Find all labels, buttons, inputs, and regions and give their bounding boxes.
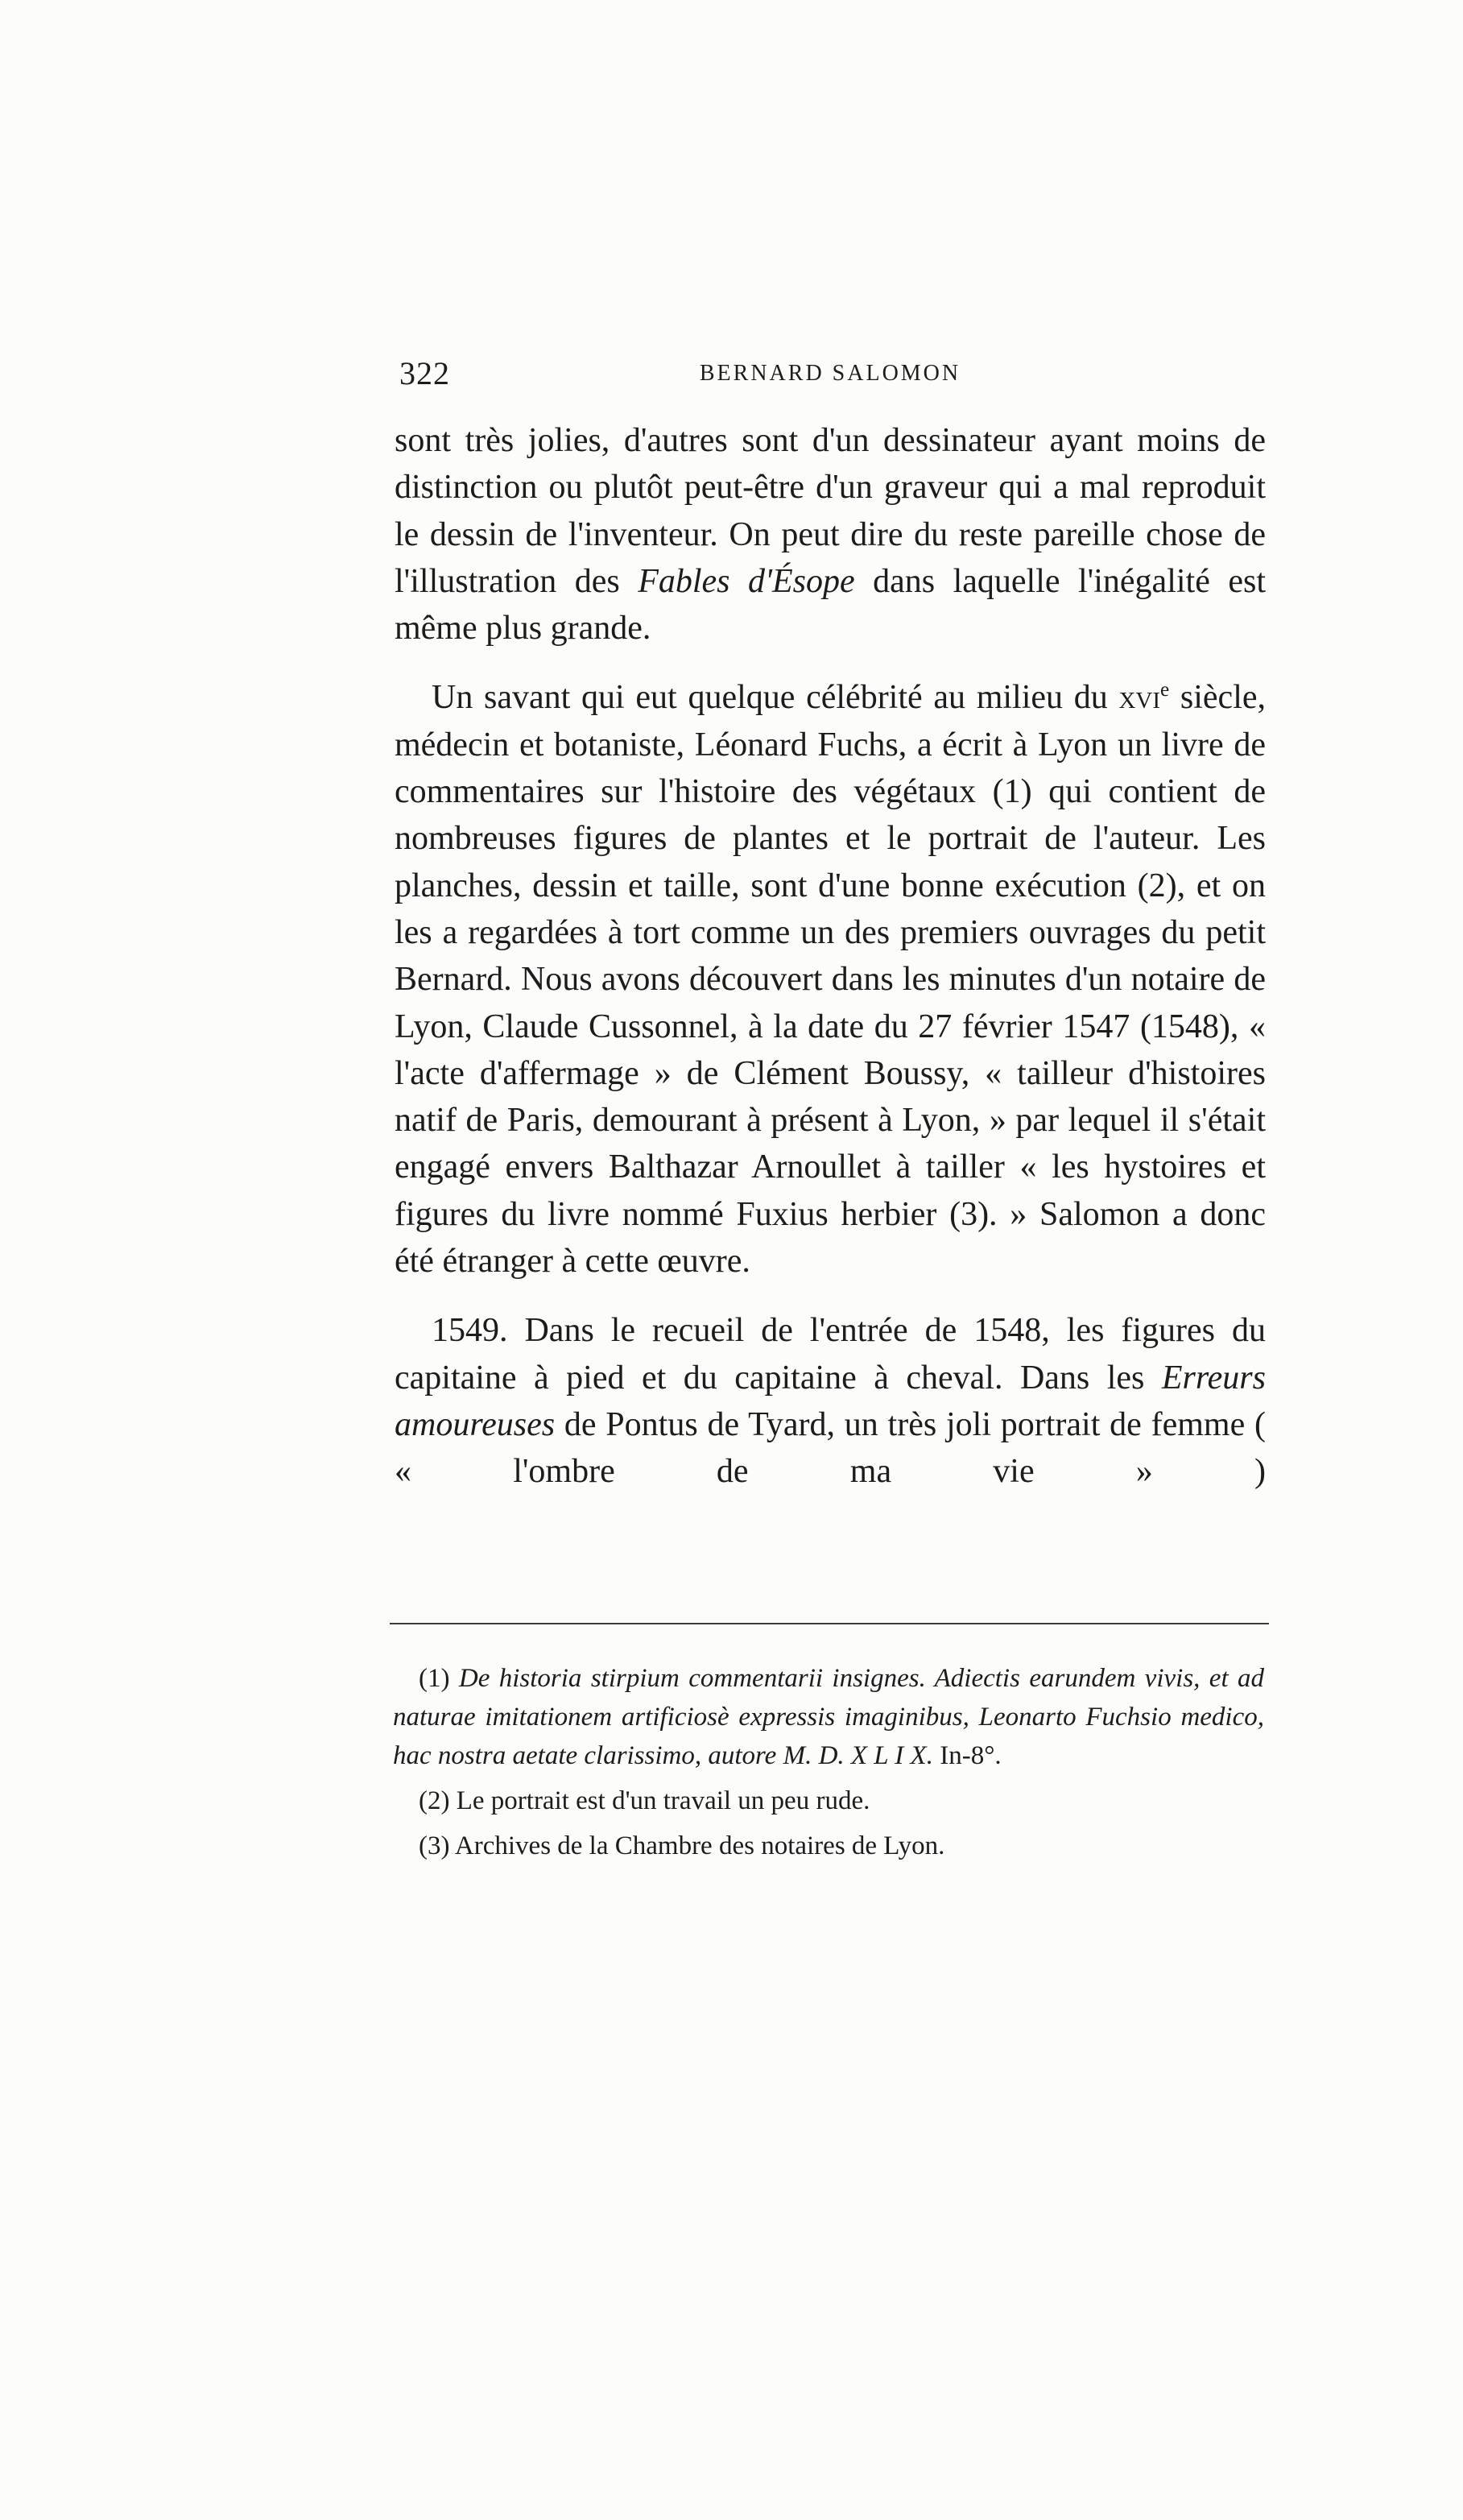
footnote-1-tail: In-8°.: [932, 1741, 1002, 1770]
paragraph-1-text-b: dans laquelle l'inégalité est même plus grande.: [395, 562, 1266, 648]
footnote-1: [393, 1659, 1264, 1775]
running-head: BERNARD SALOMON: [699, 361, 961, 386]
paragraph-2-text-a: Un savant qui eut quelque célébrité au milieu du: [432, 679, 1119, 717]
page-header: [399, 354, 1261, 403]
paragraph-2-text-b: siècle, médecin et botaniste, Léonard Fuchs, a écrit à Lyon un livre de commentaires sur l'histoire des végétaux (1) qui contient de nombreuses figures de plantes et le portrait de l'auteur. Les planches, dessin et taille, sont d'une bonne exécution (2), et on les a regardées à tort comme un des premiers ouvrages du petit Bernard. Nous avons découvert dans les minutes d'un notaire de Lyon, Claude Cussonnel, à la date du 27 février 1547 (1548), « l'acte d'affermage » de Clément Boussy, « tailleur d'histoires natif de Paris, demourant à présent à Lyon, » par lequel il s'était engagé envers Balthazar Arnoullet à tailler « les hystoires et figures du livre nommé Fuxius herbier (3). » Salomon a donc été étranger à cette œuvre.: [395, 679, 1267, 1281]
footnotes: [393, 1659, 1264, 1872]
page-number: 322: [399, 355, 450, 391]
century-numeral: xvi: [1118, 679, 1160, 717]
century-superscript: e: [1160, 679, 1170, 701]
paragraph-1-text-a: sont très jolies, d'autres sont d'un dessinateur ayant moins de distinction ou plutôt peut-être d'un graveur qui a mal reproduit le dessin de l'inventeur. On peut dire du reste pareille chose de l'illustration des: [395, 422, 1266, 600]
fables-title: Fables d'Ésope: [638, 562, 855, 600]
paragraph-3: [395, 1307, 1266, 1495]
footnote-2: (2) Le portrait est d'un travail un peu rude.: [419, 1786, 870, 1815]
body-text: [395, 417, 1266, 1496]
footnote-3: (3) Archives de la Chambre des notaires de Lyon.: [419, 1831, 945, 1860]
paragraph-3-text-a: 1549. Dans le recueil de l'entrée de 1548, les figures du capitaine à pied et du capitaine à cheval. Dans les: [395, 1312, 1266, 1397]
paragraph-3-text-b: de Pontus de Tyard, un très joli portrait de femme ( « l'ombre de ma vie » ): [395, 1405, 1266, 1491]
footnote-divider: [390, 1623, 1269, 1624]
paragraph-1: [395, 417, 1266, 652]
paragraph-2: [395, 674, 1266, 1285]
footnote-1-citation: De historia stirpium commentarii insignes. Adiectis earundem vivis, et ad naturae imitationem artificiosè expressis imaginibus, Leonarto Fuchsio medico, hac nostra aetate clarissimo, autore M. D. X L I X.: [393, 1664, 1264, 1770]
erreurs-title: Erreurs amoureuses: [395, 1359, 1266, 1443]
footnote-1-marker: (1): [419, 1664, 459, 1693]
